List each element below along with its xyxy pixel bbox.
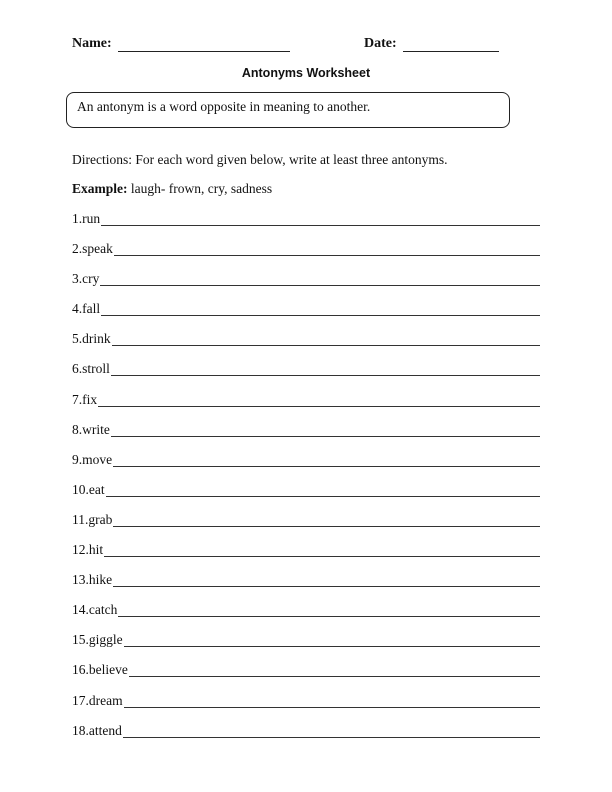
item-word: giggle — [88, 632, 123, 648]
list-item — [72, 452, 540, 482]
definition-box — [66, 92, 510, 128]
item-number: 10. — [72, 481, 89, 497]
definition-text: An antonym is a word opposite in meaning to another. — [77, 99, 371, 114]
antonym-item-list — [72, 211, 540, 753]
answer-line[interactable] — [114, 241, 540, 256]
header-row — [72, 36, 512, 56]
list-item — [72, 422, 540, 452]
list-item — [72, 482, 540, 512]
answer-line[interactable] — [124, 632, 540, 647]
example-line — [72, 181, 272, 197]
item-word: attend — [88, 722, 122, 738]
answer-line[interactable] — [113, 512, 540, 527]
item-number: 16. — [72, 662, 89, 678]
example-text: laugh- frown, cry, sadness — [127, 181, 273, 196]
item-word: grab — [88, 511, 113, 527]
list-item — [72, 241, 540, 271]
list-item — [72, 572, 540, 602]
list-item — [72, 301, 540, 331]
item-number: 1. — [72, 211, 83, 226]
item-number: 12. — [72, 542, 89, 558]
list-item — [72, 542, 540, 572]
item-word: believe — [88, 662, 128, 678]
item-word: fix — [82, 391, 98, 407]
answer-line[interactable] — [113, 452, 540, 467]
item-word: run — [82, 211, 101, 226]
answer-line[interactable] — [112, 331, 540, 346]
date-field — [364, 36, 499, 52]
list-item — [72, 331, 540, 361]
item-word: eat — [88, 481, 105, 497]
answer-line[interactable] — [111, 361, 540, 376]
item-number: 5. — [72, 331, 83, 347]
worksheet-title: Antonyms Worksheet — [241, 66, 371, 80]
date-label: Date: — [364, 36, 397, 51]
item-number: 2. — [72, 241, 83, 257]
list-item — [72, 512, 540, 542]
item-word: hit — [88, 542, 104, 558]
directions-text: Directions: For each word given below, write at least three antonyms. — [72, 152, 448, 167]
answer-line[interactable] — [100, 271, 540, 286]
item-number: 13. — [72, 572, 89, 588]
list-item — [72, 723, 540, 753]
list-item — [72, 602, 540, 632]
answer-line[interactable] — [101, 211, 540, 226]
answer-line[interactable] — [113, 572, 540, 587]
item-number: 11. — [72, 511, 89, 527]
item-number: 14. — [72, 602, 89, 618]
item-number: 8. — [72, 421, 83, 437]
name-label: Name: — [72, 36, 112, 51]
item-word: cry — [82, 271, 100, 287]
item-number: 17. — [72, 692, 89, 708]
item-number: 4. — [72, 301, 83, 317]
item-number: 6. — [72, 361, 83, 377]
example-label: Example: — [72, 181, 128, 196]
item-word: hike — [88, 572, 113, 588]
answer-line[interactable] — [129, 662, 540, 677]
list-item — [72, 392, 540, 422]
answer-line[interactable] — [101, 301, 540, 316]
item-number: 7. — [72, 391, 83, 407]
item-word: speak — [82, 241, 113, 257]
list-item — [72, 693, 540, 723]
item-number: 18. — [72, 722, 89, 738]
list-item — [72, 361, 540, 391]
item-number: 9. — [72, 451, 83, 467]
item-word: dream — [88, 692, 123, 708]
item-number: 15. — [72, 632, 89, 648]
item-number: 3. — [72, 271, 83, 287]
list-item — [72, 211, 540, 241]
item-word: write — [82, 421, 110, 437]
answer-line[interactable] — [106, 482, 540, 497]
answer-line[interactable] — [118, 602, 540, 617]
answer-line[interactable] — [111, 422, 540, 437]
answer-line[interactable] — [124, 693, 540, 708]
name-blank-line[interactable] — [118, 37, 290, 52]
answer-line[interactable] — [104, 542, 540, 557]
item-word: stroll — [82, 361, 110, 377]
answer-line[interactable] — [98, 392, 540, 407]
list-item — [72, 271, 540, 301]
item-word: move — [82, 451, 113, 467]
item-word: drink — [82, 331, 111, 347]
item-word: catch — [88, 602, 118, 618]
date-blank-line[interactable] — [403, 37, 499, 52]
list-item — [72, 662, 540, 692]
item-word: fall — [82, 301, 101, 317]
name-field — [72, 36, 290, 52]
answer-line[interactable] — [123, 723, 540, 738]
list-item — [72, 632, 540, 662]
